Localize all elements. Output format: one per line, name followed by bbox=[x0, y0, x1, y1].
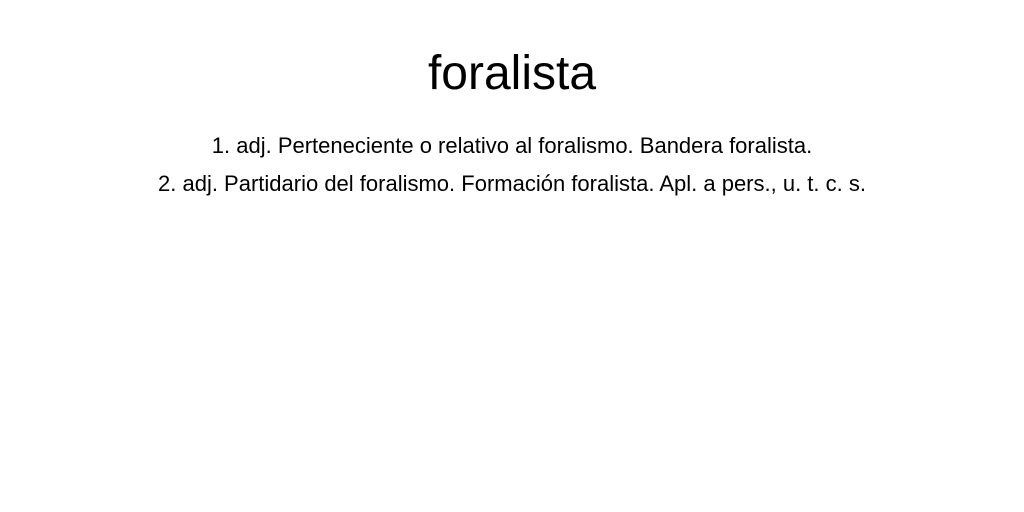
definition-item: 1. adj. Perteneciente o relativo al foralismo. Bandera foralista. bbox=[211, 133, 813, 158]
definition-item: 2. adj. Partidario del foralismo. Formación foralista. Apl. a pers., u. t. c. s. bbox=[158, 171, 866, 196]
entry-headword: foralista bbox=[427, 47, 597, 100]
definition-list bbox=[0, 127, 1024, 203]
